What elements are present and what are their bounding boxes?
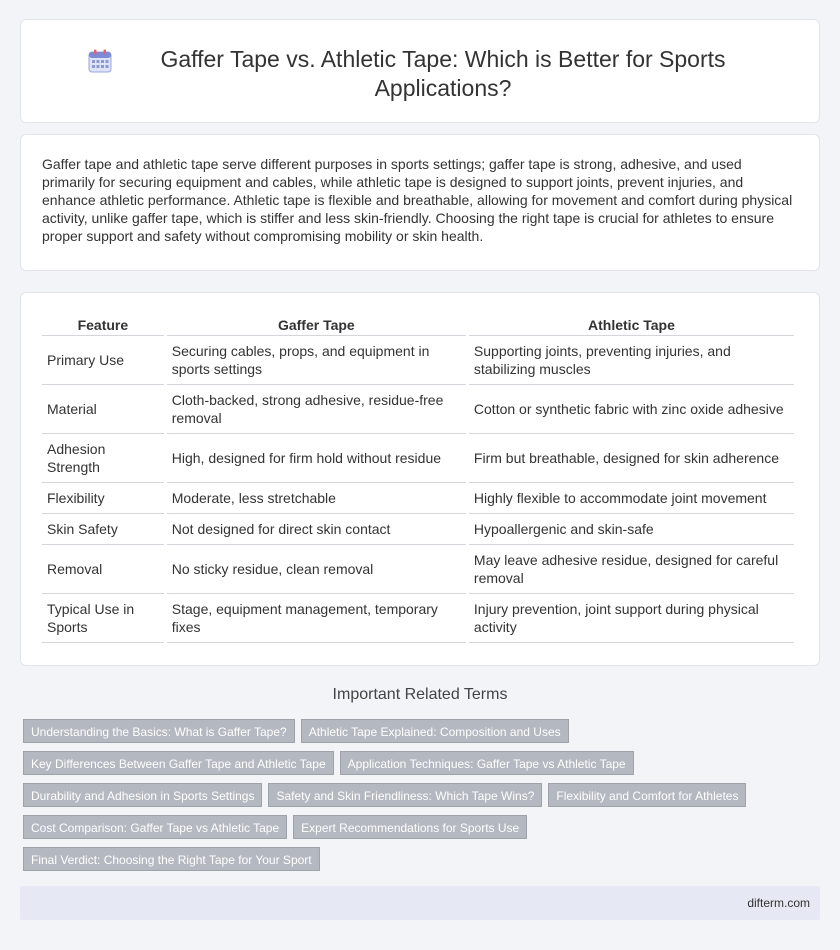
table-row [42, 594, 794, 643]
gaffer-tape-cell: High, designed for firm hold without residue [167, 434, 466, 483]
intro-text: Gaffer tape and athletic tape serve different purposes in sports settings; gaffer tape is strong, adhesive, and used primarily for securing equipment and cables, while athletic tape is designed to support joints, prevent injuries, and enhance athletic performance. Athletic tape is flexible and breathable, allowing for movement and comfort during physical activity, unlike gaffer tape, which is stiffer and less skin-friendly. Choosing the right tape is crucial for athletes to ensure proper support and safety without compromising mobility or skin health. [42, 156, 793, 244]
feature-cell: Removal [42, 545, 164, 594]
feature-cell: Flexibility [42, 483, 164, 514]
footer-site: difterm.com [747, 896, 810, 910]
feature-cell: Typical Use in Sports [42, 594, 164, 643]
athletic-tape-cell: Cotton or synthetic fabric with zinc oxide adhesive [469, 385, 794, 434]
table-header-row [42, 313, 794, 336]
related-terms-title: Important Related Terms [332, 686, 508, 703]
related-term-tag[interactable]: Safety and Skin Friendliness: Which Tape Wins? [268, 783, 542, 807]
footer [20, 886, 820, 920]
related-terms-list [23, 719, 783, 871]
comparison-card [20, 292, 820, 666]
related-term-tag[interactable]: Key Differences Between Gaffer Tape and Athletic Tape [23, 751, 334, 775]
related-term-tag[interactable]: Flexibility and Comfort for Athletes [548, 783, 746, 807]
gaffer-tape-cell: Stage, equipment management, temporary fixes [167, 594, 466, 643]
related-term-tag[interactable]: Cost Comparison: Gaffer Tape vs Athletic Tape [23, 815, 287, 839]
gaffer-tape-cell: Securing cables, props, and equipment in sports settings [167, 336, 466, 385]
calendar-icon [87, 48, 113, 74]
athletic-tape-cell: Injury prevention, joint support during physical activity [469, 594, 794, 643]
related-term-tag[interactable]: Understanding the Basics: What is Gaffer Tape? [23, 719, 295, 743]
feature-cell: Adhesion Strength [42, 434, 164, 483]
related-term-tag[interactable]: Durability and Adhesion in Sports Settings [23, 783, 262, 807]
page-title: Gaffer Tape vs. Athletic Tape: Which is Better for Sports Applications? [160, 46, 726, 101]
intro-card [20, 134, 820, 271]
gaffer-tape-cell: Not designed for direct skin contact [167, 514, 466, 545]
feature-cell: Skin Safety [42, 514, 164, 545]
gaffer-tape-cell: Moderate, less stretchable [167, 483, 466, 514]
table-row [42, 336, 794, 385]
table-row [42, 385, 794, 434]
athletic-tape-cell: Firm but breathable, designed for skin adherence [469, 434, 794, 483]
table-row [42, 545, 794, 594]
related-term-tag[interactable]: Athletic Tape Explained: Composition and Uses [301, 719, 569, 743]
related-term-tag[interactable]: Expert Recommendations for Sports Use [293, 815, 527, 839]
gaffer-tape-cell: Cloth-backed, strong adhesive, residue-free removal [167, 385, 466, 434]
athletic-tape-cell: Hypoallergenic and skin-safe [469, 514, 794, 545]
header-card [20, 19, 820, 123]
column-header-gaffer-tape: Gaffer Tape [167, 313, 466, 336]
athletic-tape-cell: Supporting joints, preventing injuries, and stabilizing muscles [469, 336, 794, 385]
column-header-athletic-tape: Athletic Tape [469, 313, 794, 336]
feature-cell: Material [42, 385, 164, 434]
feature-cell: Primary Use [42, 336, 164, 385]
comparison-table [39, 313, 797, 643]
table-row [42, 434, 794, 483]
gaffer-tape-cell: No sticky residue, clean removal [167, 545, 466, 594]
athletic-tape-cell: May leave adhesive residue, designed for careful removal [469, 545, 794, 594]
athletic-tape-cell: Highly flexible to accommodate joint movement [469, 483, 794, 514]
table-row [42, 514, 794, 545]
related-term-tag[interactable]: Final Verdict: Choosing the Right Tape for Your Sport [23, 847, 320, 871]
related-term-tag[interactable]: Application Techniques: Gaffer Tape vs Athletic Tape [340, 751, 634, 775]
column-header-feature: Feature [42, 313, 164, 336]
table-row [42, 483, 794, 514]
